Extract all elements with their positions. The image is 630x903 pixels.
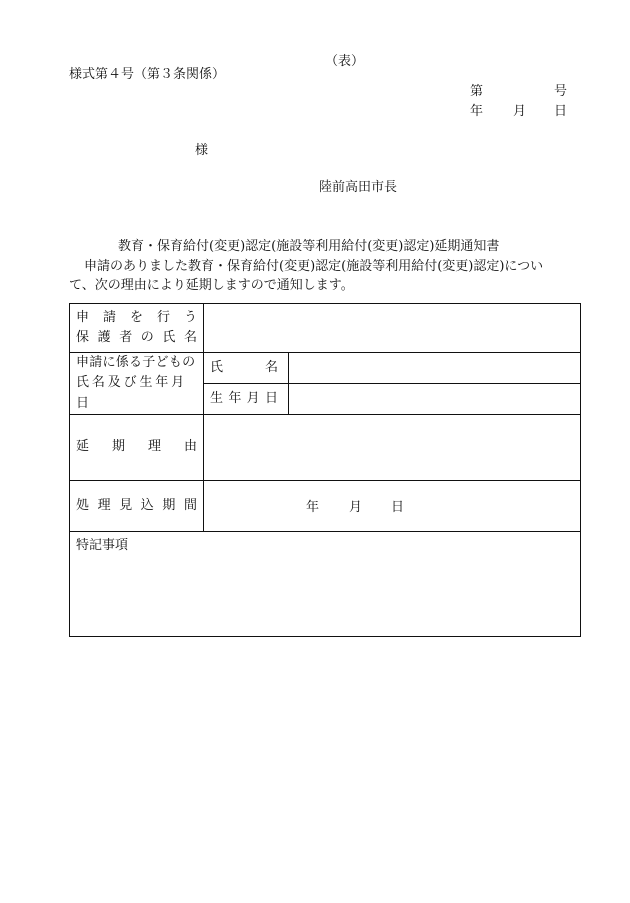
- reason-row: [70, 415, 581, 481]
- side-label: （表）: [325, 54, 365, 69]
- applicant-label-line-2: 保 護 者 の 氏 名: [76, 330, 197, 345]
- applicant-label: [70, 304, 204, 353]
- child-name-label: 氏 名: [204, 353, 289, 384]
- child-name-row: [70, 353, 581, 384]
- child-label: [70, 353, 204, 415]
- child-label-line-2: 氏名及び生年月日: [76, 375, 188, 411]
- notes-label: 特記事項: [76, 538, 129, 553]
- document-title: 教育・保育給付(変更)認定(施設等利用給付(変更)認定)延期通知書: [118, 239, 500, 254]
- applicant-name-field[interactable]: [204, 304, 581, 353]
- child-name-field[interactable]: [289, 353, 581, 384]
- child-label-line-1: 申請に係る子どもの: [76, 355, 196, 371]
- period-year: 年: [306, 500, 320, 515]
- form-table: [69, 303, 581, 637]
- child-birth-label: 生 年 月 日: [204, 384, 289, 415]
- period-row: [70, 481, 581, 532]
- period-day: 日: [391, 500, 405, 515]
- body-text-line-2: て、次の理由により延期しますので通知します。: [69, 278, 354, 293]
- applicant-row: [70, 304, 581, 353]
- form-number: 様式第４号（第３条関係）: [69, 67, 226, 82]
- doc-no-prefix: 第: [470, 84, 484, 99]
- notes-field[interactable]: [70, 532, 581, 637]
- date-day: 日: [554, 104, 568, 119]
- addressee-suffix: 様: [195, 143, 209, 158]
- date-month: 月: [513, 104, 527, 119]
- period-label: 処 理 見 込 期 間: [70, 481, 204, 532]
- date-year: 年: [470, 104, 484, 119]
- period-month: 月: [349, 500, 363, 515]
- period-field[interactable]: [204, 481, 581, 532]
- body-text-line-1: 申請のありました教育・保育給付(変更)認定(施設等利用給付(変更)認定)につい: [84, 259, 544, 274]
- reason-field[interactable]: [204, 415, 581, 481]
- notes-row: [70, 532, 581, 637]
- child-birth-field[interactable]: [289, 384, 581, 415]
- doc-no-suffix: 号: [554, 84, 568, 99]
- applicant-label-line-1: 申 請 を 行 う: [76, 309, 197, 325]
- issuer-name: 陸前高田市長: [319, 180, 398, 195]
- reason-label: 延 期 理 由: [70, 415, 204, 481]
